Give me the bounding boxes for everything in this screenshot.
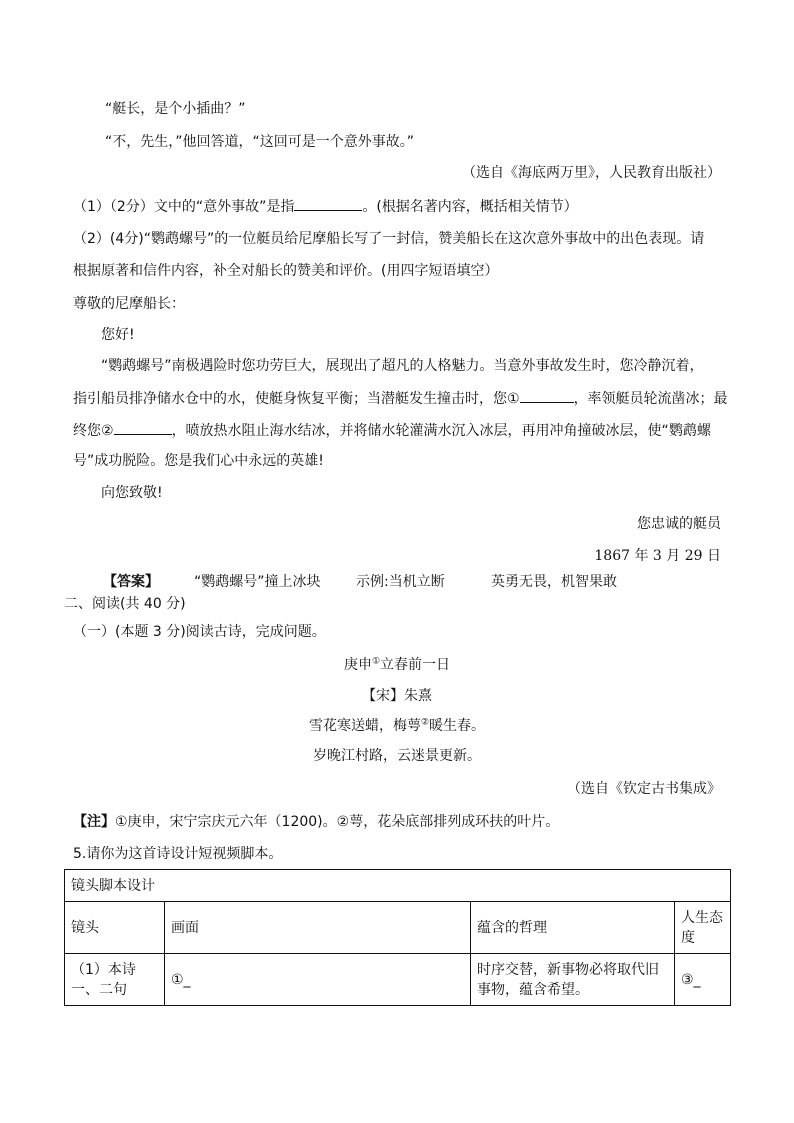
note-marker-2: ② <box>420 717 430 728</box>
poem-title-text: 庚申 <box>343 657 372 673</box>
section-title: 二、阅读(共 40 分) <box>64 596 186 612</box>
table-title: 镜头脚本设计 <box>65 870 731 902</box>
poem-source: （选自《钦定古书集成》 <box>567 781 721 797</box>
letter-signature: 您忠诚的艇员 <box>637 516 721 532</box>
letter-greeting: 您好! <box>101 327 135 343</box>
note-marker-1: ① <box>371 656 381 667</box>
table-header-shot: 镜头 <box>65 902 165 954</box>
poem-title <box>0 655 794 675</box>
letter-salutation: 尊敬的尼摩船长： <box>73 296 185 312</box>
letter-closing: 向您致敬! <box>101 485 163 501</box>
poem-line-1 <box>0 716 794 736</box>
answer-blank <box>294 196 362 211</box>
section-intro: （一）(本题 3 分)阅读古诗，完成问题。 <box>73 624 326 640</box>
letter-paragraph-line-2 <box>73 388 728 409</box>
question-1-text: （1）（2分）文中的“意外事故”是指 <box>73 199 295 215</box>
question-1-hint: 。(根据名著内容，概括相关情节） <box>362 199 578 215</box>
letter-paragraph-line-3 <box>73 420 711 441</box>
poem-title-text: 立春前一日 <box>380 657 451 673</box>
poem-author: 【宋】朱熹 <box>362 688 432 704</box>
answer-3: 英勇无畏，机智果敢 <box>491 574 617 590</box>
table-cell-philosophy: 时序交替，新事物必将取代旧事物，蕴含希望。 <box>471 954 675 1006</box>
answer-2: 示例:当机立断 <box>356 574 445 590</box>
question-2-line-1: （2）(4分)“鹦鹉螺号”的一位艇员给尼摩船长写了一封信，赞美船长在这次意外事故中的出色表现。请 <box>73 231 705 247</box>
poem-text: 暖生春。 <box>429 718 486 734</box>
answer-label: 【答案】 <box>103 574 159 590</box>
script-table <box>64 869 731 1006</box>
letter-paragraph-line-1: “鹦鹉螺号”南极遇险时您功劳巨大，展现出了超凡的人格魅力。当意外事故发生时，您冷静沉着， <box>101 358 704 374</box>
answer-line <box>0 572 794 592</box>
table-cell-shot: （1）本诗一、二句 <box>65 954 165 1006</box>
table-header-picture: 画面 <box>165 902 471 954</box>
poem-text: 雪花寒送蜡，梅萼 <box>308 718 421 734</box>
table-cell-attitude: ③_ <box>675 954 731 1006</box>
note-text: ①庚申，宋宁宗庆元六年（1200)。②萼，花朵底部排列成环扶的叶片。 <box>115 814 560 830</box>
table-header-attitude: 人生态度 <box>675 902 731 954</box>
table-cell-picture: ①_ <box>165 954 471 1006</box>
answer-blank-2 <box>114 420 172 435</box>
dialogue-line-2: “不，先生，”他回答道，“这回可是一个意外事故。” <box>105 134 415 150</box>
source-citation: （选自《海底两万里》，人民教育出版社） <box>462 165 721 181</box>
dialogue-line-1: “艇长，是个小插曲？” <box>105 101 246 117</box>
letter-text: 终您② <box>73 423 114 439</box>
letter-text: 指引船员排净储水仓中的水，使艇身恢复平衡；当潜艇发生撞击时，您① <box>73 391 520 407</box>
note-label: 【注】 <box>73 814 115 830</box>
answer-1: “鹦鹉螺号”撞上冰块 <box>194 574 321 590</box>
letter-text: ，喷放热水阻止海水结冰，并将储水轮灌满水沉入冰层，再用冲角撞破冰层，使“鹦鹉螺 <box>171 423 711 439</box>
letter-paragraph-line-4: 号”成功脱险。您是我们心中永远的英雄! <box>73 453 324 469</box>
question-5: 5.请你为这首诗设计短视频脚本。 <box>73 846 283 862</box>
letter-text: ，率领艇员轮流凿冰；最 <box>573 391 728 407</box>
question-1 <box>73 196 578 217</box>
poem-line-2: 岁晚江村路，云迷景更新。 <box>313 748 481 764</box>
question-2-line-2: 根据原著和信件内容，补全对船长的赞美和评价。(用四字短语填空） <box>73 263 499 279</box>
letter-date: 1867 年 3 月 29 日 <box>594 548 721 564</box>
answer-blank-1 <box>520 388 574 403</box>
poem-note <box>73 812 559 832</box>
table-header-philosophy: 蕴含的哲理 <box>471 902 675 954</box>
